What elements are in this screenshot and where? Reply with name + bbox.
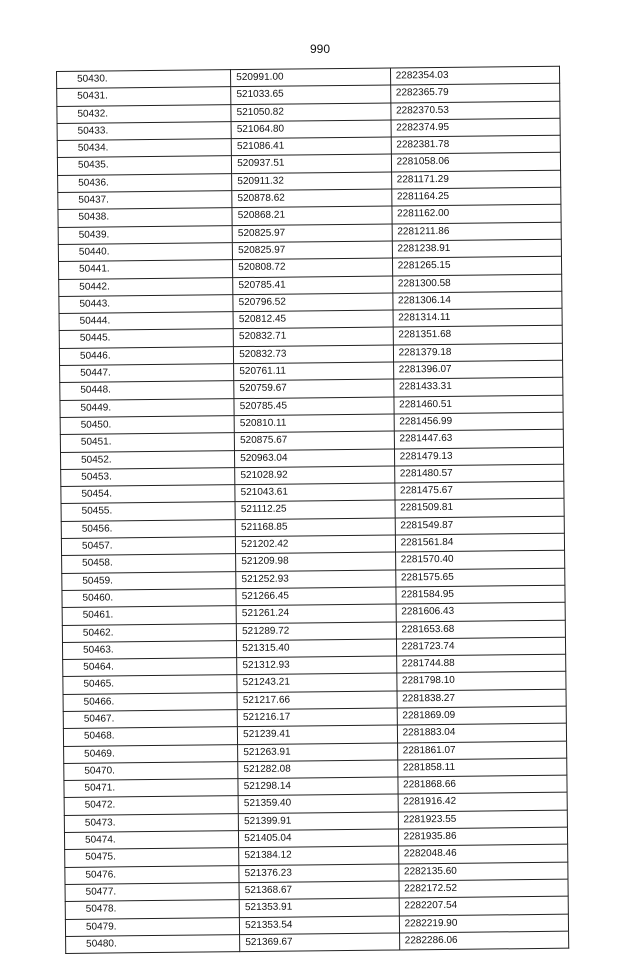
point-id-cell: 50475.	[65, 848, 239, 867]
page-number: 990	[309, 42, 331, 56]
y-coordinate-cell: 2282048.46	[398, 845, 568, 864]
x-coordinate-cell: 520796.52	[233, 293, 393, 312]
y-coordinate-cell: 2281265.15	[392, 256, 562, 275]
point-id-cell: 50449.	[60, 398, 234, 417]
y-coordinate-cell: 2281606.43	[396, 602, 566, 621]
point-id-cell: 50463.	[62, 640, 236, 659]
y-coordinate-cell: 2281923.55	[398, 810, 568, 829]
y-coordinate-cell: 2281460.51	[394, 395, 564, 414]
y-coordinate-cell: 2282219.90	[399, 914, 569, 933]
y-coordinate-cell: 2281858.11	[397, 758, 567, 777]
y-coordinate-cell: 2281861.07	[397, 741, 567, 760]
point-id-cell: 50440.	[58, 243, 232, 262]
point-id-cell: 50479.	[65, 917, 239, 936]
x-coordinate-cell: 521312.93	[237, 656, 397, 675]
table-body	[57, 66, 569, 953]
x-coordinate-cell: 521384.12	[239, 846, 399, 865]
point-id-cell: 50480.	[66, 934, 240, 953]
x-coordinate-cell: 520991.00	[231, 68, 391, 87]
x-coordinate-cell: 520875.67	[234, 431, 394, 450]
point-id-cell: 50442.	[59, 277, 233, 296]
point-id-cell: 50458.	[62, 554, 236, 573]
point-id-cell: 50464.	[63, 658, 237, 677]
point-id-cell: 50450.	[60, 416, 234, 435]
x-coordinate-cell: 521261.24	[236, 604, 396, 623]
x-coordinate-cell: 521050.82	[231, 103, 391, 122]
x-coordinate-cell: 520878.62	[232, 189, 392, 208]
x-coordinate-cell: 521369.67	[240, 933, 400, 952]
point-id-cell: 50432.	[57, 104, 231, 123]
x-coordinate-cell: 521252.93	[236, 570, 396, 589]
x-coordinate-cell: 520963.04	[235, 449, 395, 468]
y-coordinate-cell: 2282381.78	[391, 135, 561, 154]
y-coordinate-cell: 2282286.06	[399, 931, 569, 950]
y-coordinate-cell: 2282365.79	[390, 84, 560, 103]
point-id-cell: 50469.	[64, 744, 238, 763]
x-coordinate-cell: 521202.42	[236, 535, 396, 554]
y-coordinate-cell: 2282370.53	[390, 101, 560, 120]
x-coordinate-cell: 521368.67	[239, 881, 399, 900]
point-id-cell: 50461.	[62, 606, 236, 625]
x-coordinate-cell: 521263.91	[238, 743, 398, 762]
y-coordinate-cell: 2281480.57	[394, 464, 564, 483]
x-coordinate-cell: 521217.66	[237, 691, 397, 710]
point-id-cell: 50453.	[61, 467, 235, 486]
point-id-cell: 50460.	[62, 589, 236, 608]
x-coordinate-cell: 520868.21	[232, 206, 392, 225]
x-coordinate-cell: 521399.91	[238, 812, 398, 831]
y-coordinate-cell: 2281162.00	[392, 205, 562, 224]
point-id-cell: 50431.	[57, 87, 231, 106]
x-coordinate-cell: 521028.92	[235, 466, 395, 485]
point-id-cell: 50476.	[65, 865, 239, 884]
point-id-cell: 50443.	[59, 295, 233, 314]
point-id-cell: 50436.	[58, 173, 232, 192]
x-coordinate-cell: 521209.98	[236, 552, 396, 571]
x-coordinate-cell: 520825.97	[232, 224, 392, 243]
y-coordinate-cell: 2281561.84	[395, 533, 565, 552]
coordinates-table	[56, 66, 569, 954]
y-coordinate-cell: 2282172.52	[399, 879, 569, 898]
point-id-cell: 50438.	[58, 208, 232, 227]
x-coordinate-cell: 521239.41	[238, 725, 398, 744]
point-id-cell: 50470.	[64, 762, 238, 781]
x-coordinate-cell: 520785.41	[233, 276, 393, 295]
y-coordinate-cell: 2281883.04	[397, 723, 567, 742]
point-id-cell: 50446.	[59, 346, 233, 365]
y-coordinate-cell: 2281171.29	[391, 170, 561, 189]
point-id-cell: 50454.	[61, 485, 235, 504]
y-coordinate-cell: 2281300.58	[392, 274, 562, 293]
point-id-cell: 50437.	[58, 191, 232, 210]
y-coordinate-cell: 2282135.60	[398, 862, 568, 881]
x-coordinate-cell: 521266.45	[236, 587, 396, 606]
x-coordinate-cell: 521043.61	[235, 483, 395, 502]
x-coordinate-cell: 521405.04	[239, 829, 399, 848]
y-coordinate-cell: 2281575.65	[395, 568, 565, 587]
y-coordinate-cell: 2281549.87	[395, 516, 565, 535]
x-coordinate-cell: 521112.25	[235, 500, 395, 519]
y-coordinate-cell: 2281211.86	[392, 222, 562, 241]
y-coordinate-cell: 2281570.40	[395, 551, 565, 570]
y-coordinate-cell: 2281314.11	[393, 308, 563, 327]
x-coordinate-cell: 520810.11	[234, 414, 394, 433]
y-coordinate-cell: 2281238.91	[392, 239, 562, 258]
x-coordinate-cell: 521168.85	[235, 518, 395, 537]
point-id-cell: 50451.	[60, 433, 234, 452]
point-id-cell: 50462.	[62, 623, 236, 642]
y-coordinate-cell: 2281479.13	[394, 447, 564, 466]
y-coordinate-cell: 2281798.10	[396, 672, 566, 691]
x-coordinate-cell: 520785.45	[234, 397, 394, 416]
y-coordinate-cell: 2281869.09	[397, 706, 567, 725]
y-coordinate-cell: 2281868.66	[398, 775, 568, 794]
point-id-cell: 50433.	[57, 122, 231, 141]
y-coordinate-cell: 2281744.88	[396, 654, 566, 673]
x-coordinate-cell: 520812.45	[233, 310, 393, 329]
x-coordinate-cell: 520911.32	[232, 172, 392, 191]
y-coordinate-cell: 2281838.27	[397, 689, 567, 708]
point-id-cell: 50455.	[61, 502, 235, 521]
point-id-cell: 50448.	[60, 381, 234, 400]
y-coordinate-cell: 2281723.74	[396, 637, 566, 656]
x-coordinate-cell: 520761.11	[234, 362, 394, 381]
point-id-cell: 50473.	[64, 813, 238, 832]
point-id-cell: 50452.	[60, 450, 234, 469]
point-id-cell: 50434.	[57, 139, 231, 158]
y-coordinate-cell: 2281456.99	[394, 412, 564, 431]
x-coordinate-cell: 520808.72	[233, 258, 393, 277]
y-coordinate-cell: 2281916.42	[398, 793, 568, 812]
y-coordinate-cell: 2281306.14	[392, 291, 562, 310]
point-id-cell: 50445.	[59, 329, 233, 348]
x-coordinate-cell: 521289.72	[236, 621, 396, 640]
x-coordinate-cell: 521353.54	[240, 916, 400, 935]
point-id-cell: 50447.	[60, 364, 234, 383]
x-coordinate-cell: 520937.51	[232, 154, 392, 173]
point-id-cell: 50430.	[57, 70, 231, 89]
x-coordinate-cell: 520759.67	[234, 379, 394, 398]
x-coordinate-cell: 521298.14	[238, 777, 398, 796]
point-id-cell: 50467.	[63, 710, 237, 729]
y-coordinate-cell: 2282374.95	[391, 118, 561, 137]
point-id-cell: 50444.	[59, 312, 233, 331]
point-id-cell: 50435.	[57, 156, 231, 175]
y-coordinate-cell: 2282354.03	[390, 66, 560, 85]
y-coordinate-cell: 2281584.95	[396, 585, 566, 604]
point-id-cell: 50465.	[63, 675, 237, 694]
y-coordinate-cell: 2281433.31	[393, 378, 563, 397]
y-coordinate-cell: 2281396.07	[393, 360, 563, 379]
point-id-cell: 50439.	[58, 225, 232, 244]
x-coordinate-cell: 521033.65	[231, 85, 391, 104]
x-coordinate-cell: 521243.21	[237, 673, 397, 692]
y-coordinate-cell: 2282207.54	[399, 896, 569, 915]
y-coordinate-cell: 2281379.18	[393, 343, 563, 362]
x-coordinate-cell: 521216.17	[237, 708, 397, 727]
point-id-cell: 50459.	[62, 571, 236, 590]
y-coordinate-cell: 2281509.81	[395, 499, 565, 518]
y-coordinate-cell: 2281935.86	[398, 827, 568, 846]
point-id-cell: 50466.	[63, 692, 237, 711]
x-coordinate-cell: 521353.91	[239, 898, 399, 917]
point-id-cell: 50468.	[63, 727, 237, 746]
x-coordinate-cell: 520832.71	[233, 327, 393, 346]
point-id-cell: 50474.	[64, 831, 238, 850]
x-coordinate-cell: 521282.08	[238, 760, 398, 779]
y-coordinate-cell: 2281058.06	[391, 153, 561, 172]
point-id-cell: 50477.	[65, 883, 239, 902]
point-id-cell: 50456.	[61, 519, 235, 538]
point-id-cell: 50441.	[58, 260, 232, 279]
x-coordinate-cell: 521064.80	[231, 120, 391, 139]
y-coordinate-cell: 2281475.67	[394, 481, 564, 500]
point-id-cell: 50471.	[64, 779, 238, 798]
point-id-cell: 50457.	[61, 537, 235, 556]
y-coordinate-cell: 2281164.25	[391, 187, 561, 206]
y-coordinate-cell: 2281447.63	[394, 429, 564, 448]
x-coordinate-cell: 520832.73	[234, 345, 394, 364]
x-coordinate-cell: 520825.97	[232, 241, 392, 260]
y-coordinate-cell: 2281653.68	[396, 620, 566, 639]
point-id-cell: 50472.	[64, 796, 238, 815]
point-id-cell: 50478.	[65, 900, 239, 919]
x-coordinate-cell: 521315.40	[237, 639, 397, 658]
x-coordinate-cell: 521359.40	[238, 794, 398, 813]
y-coordinate-cell: 2281351.68	[393, 326, 563, 345]
x-coordinate-cell: 521376.23	[239, 864, 399, 883]
x-coordinate-cell: 521086.41	[231, 137, 391, 156]
